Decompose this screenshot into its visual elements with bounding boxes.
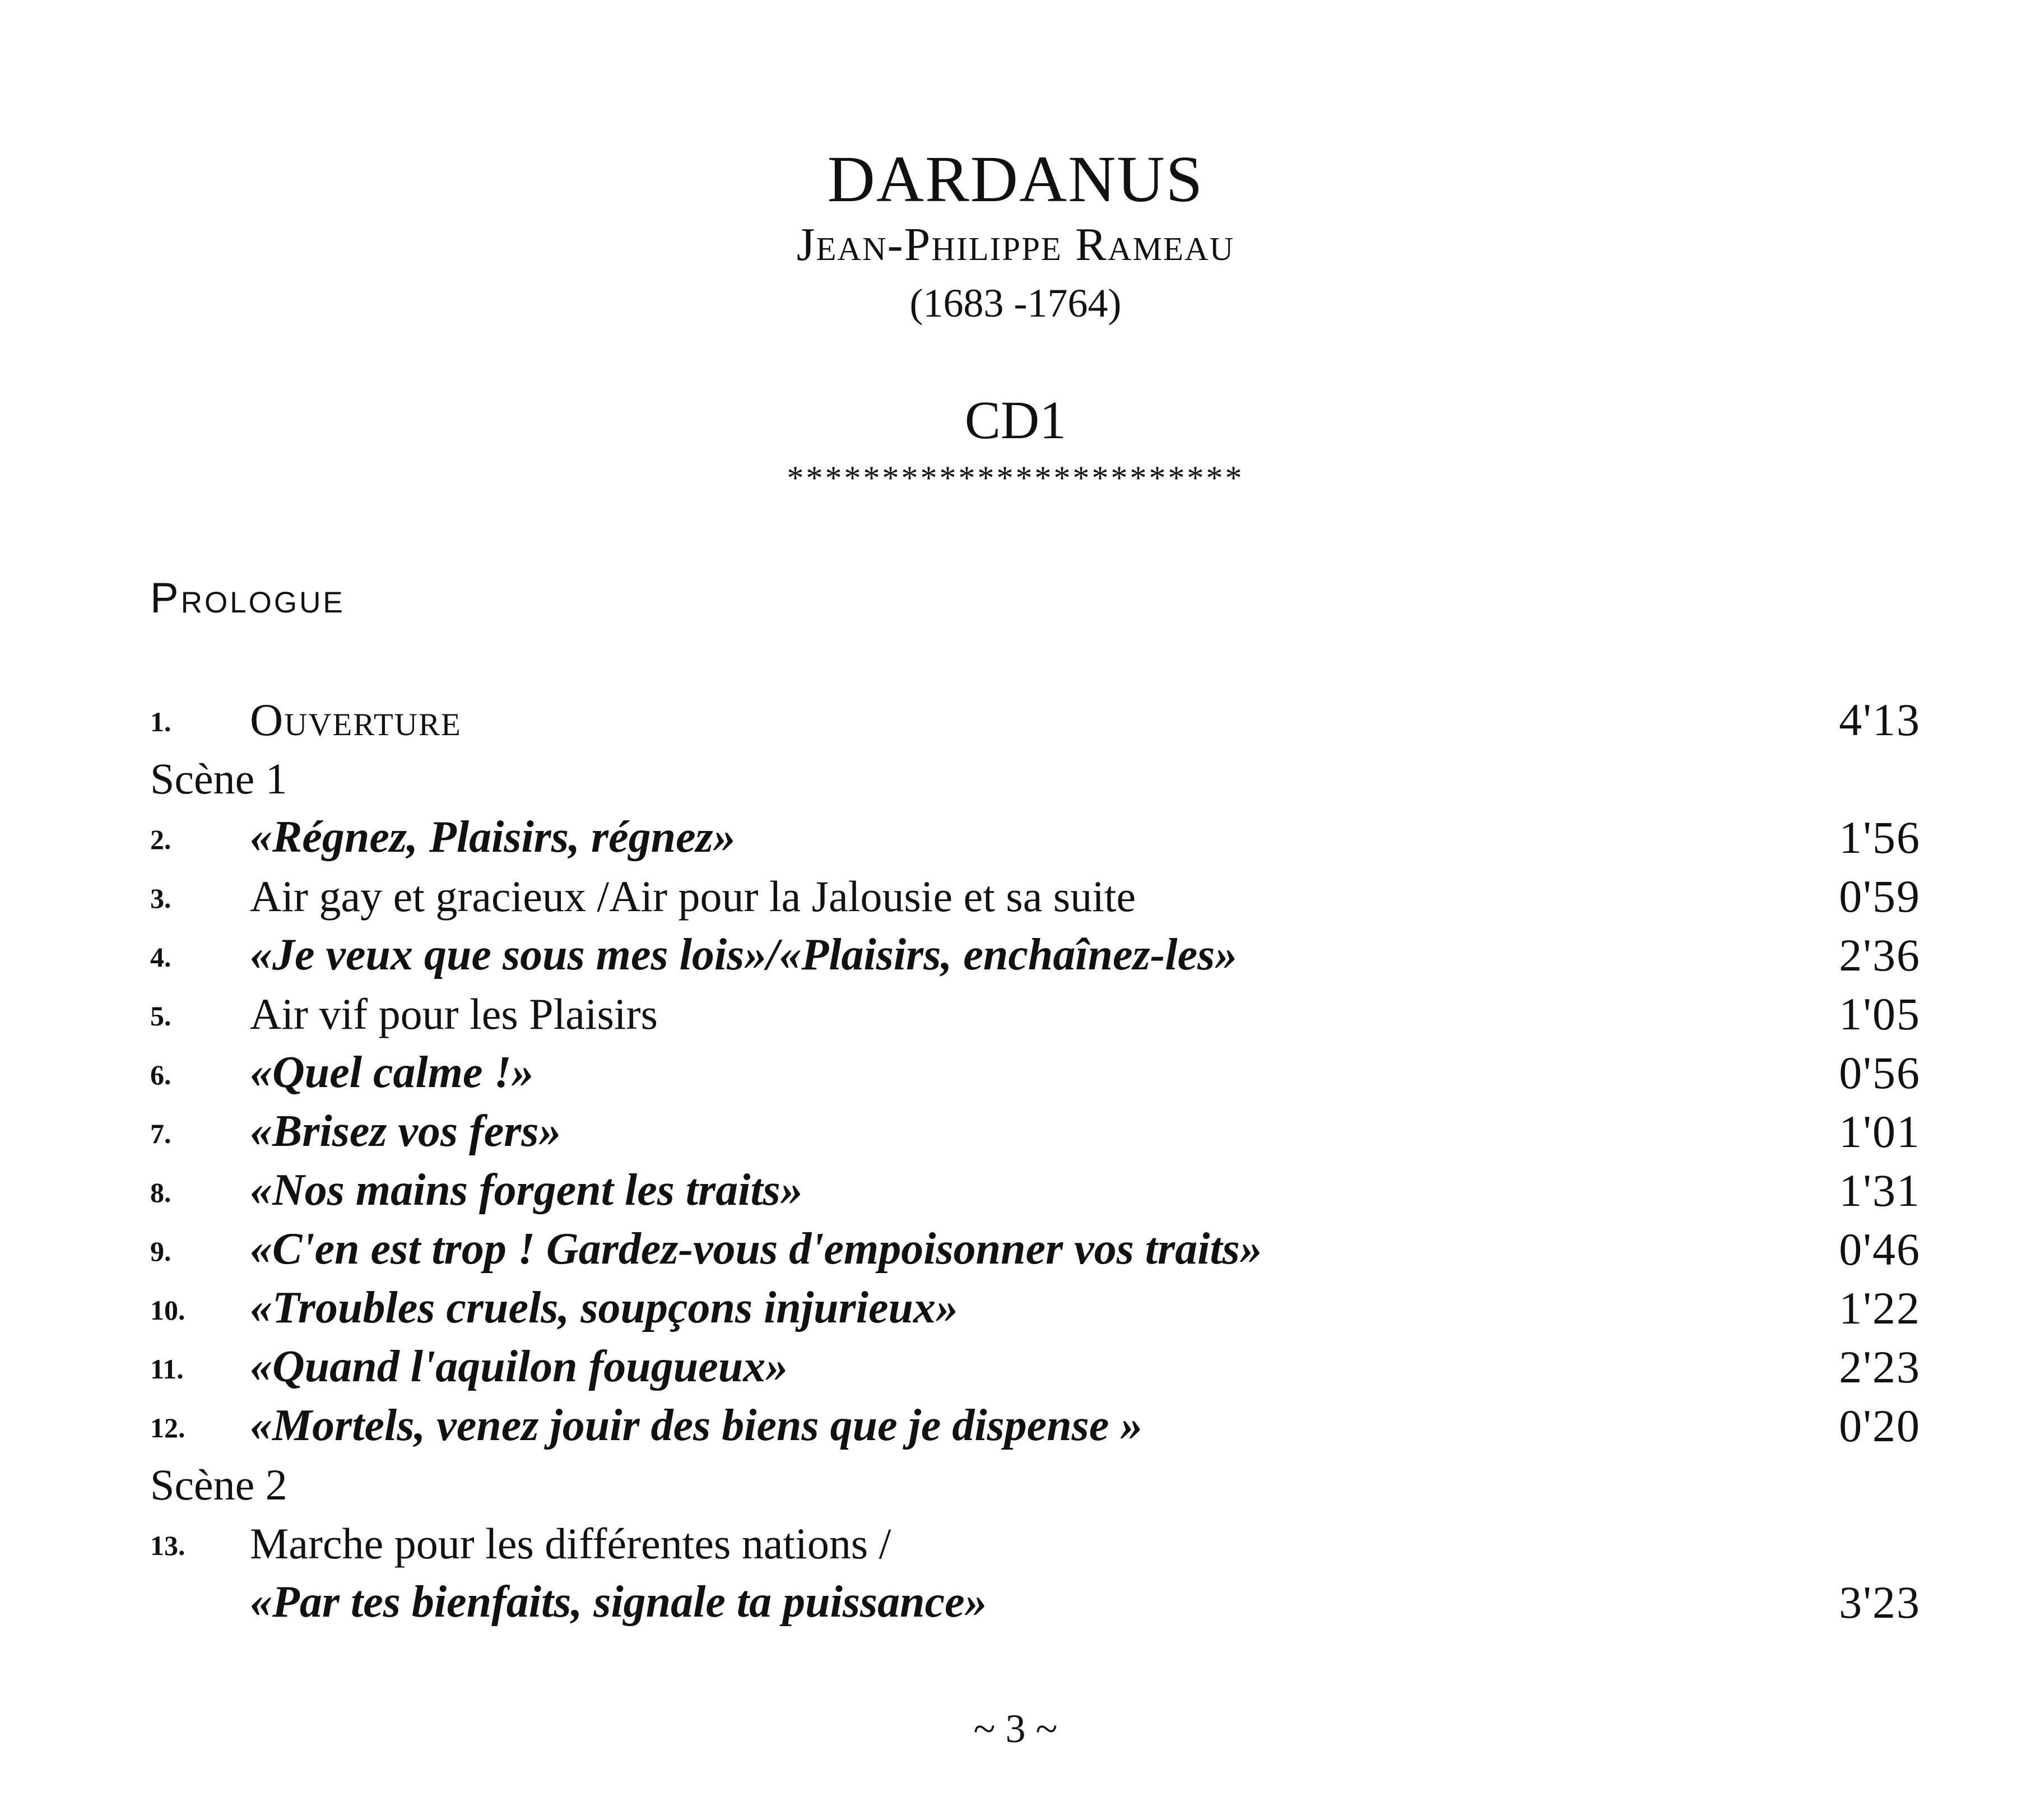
track-number: 7. <box>150 1118 171 1149</box>
track-row <box>150 926 1921 985</box>
track-row <box>150 985 1921 1043</box>
header <box>0 143 2031 331</box>
opera-title: DARDANUS <box>827 142 1204 216</box>
track-row <box>150 1102 1921 1161</box>
track-row <box>150 867 1921 926</box>
track-duration: 1'31 <box>1839 1165 1921 1216</box>
scene-label: Scène 1 <box>150 754 287 803</box>
track-title: «Brisez vos fers» <box>250 1107 561 1156</box>
track-duration: 2'23 <box>1839 1341 1921 1392</box>
cd-label: CD1 <box>964 390 1067 450</box>
track-title: Marche pour les différentes nations / <box>250 1519 891 1568</box>
track-number: 3. <box>150 883 171 914</box>
scene-heading <box>150 749 1921 808</box>
track-duration: 0'59 <box>1839 871 1921 922</box>
star-separator: ************************ <box>787 459 1244 496</box>
composer-name: Jean-Philippe Rameau <box>796 219 1235 271</box>
track-number: 11. <box>150 1353 184 1385</box>
track-number: 8. <box>150 1177 171 1208</box>
track-duration: 0'56 <box>1839 1047 1921 1098</box>
track-number: 10. <box>150 1294 185 1326</box>
track-number: 13. <box>150 1530 185 1561</box>
track-title-line2: «Par tes bienfaits, signale ta puissance» <box>250 1577 987 1627</box>
track-row <box>150 1396 1921 1455</box>
track-title: «Régnez, Plaisirs, régnez» <box>250 812 736 862</box>
track-title: «Nos mains forgent les traits» <box>250 1166 803 1215</box>
track-title: «Je veux que sous mes lois»/«Plaisirs, enchaînez-les» <box>250 930 1238 979</box>
track-title: Air gay et gracieux /Air pour la Jalousie et sa suite <box>250 872 1136 921</box>
track-row <box>150 690 1921 749</box>
track-row <box>150 1161 1921 1220</box>
track-number: 6. <box>150 1059 171 1090</box>
track-title: Air vif pour les Plaisirs <box>250 990 658 1038</box>
track-row <box>150 1514 1921 1573</box>
track-row <box>150 1043 1921 1102</box>
track-number: 9. <box>150 1236 171 1267</box>
track-number: 12. <box>150 1412 185 1443</box>
track-duration: 1'05 <box>1839 988 1921 1039</box>
track-title: «Quel calme !» <box>250 1048 534 1097</box>
track-title: «Troubles cruels, soupçons injurieux» <box>250 1283 958 1332</box>
track-number: 1. <box>150 706 171 737</box>
track-row <box>150 1220 1921 1279</box>
scene-heading <box>150 1455 1921 1514</box>
section-title: Prologue <box>150 574 345 622</box>
track-list <box>150 690 1921 1632</box>
track-duration: 0'46 <box>1839 1224 1921 1275</box>
track-row <box>150 1338 1921 1396</box>
track-title: «Quand l'aquilon fougueux» <box>250 1342 788 1391</box>
page-number: ~ 3 ~ <box>973 1706 1058 1751</box>
track-number: 2. <box>150 824 171 855</box>
track-title: «Mortels, venez jouir des biens que je dispense » <box>250 1401 1143 1450</box>
track-title: «C'en est trop ! Gardez-vous d'empoisonner vos traits» <box>250 1224 1262 1274</box>
track-duration: 3'23 <box>1839 1577 1921 1628</box>
track-duration: 1'56 <box>1839 812 1921 863</box>
track-row-continuation <box>150 1573 1921 1632</box>
track-row <box>150 808 1921 867</box>
track-duration: 1'22 <box>1839 1283 1921 1334</box>
track-duration: 4'13 <box>1839 694 1921 745</box>
track-duration: 1'01 <box>1839 1106 1921 1157</box>
track-duration: 0'20 <box>1839 1400 1921 1451</box>
track-title: Ouverture <box>250 694 462 745</box>
composer-dates: (1683 -1764) <box>909 281 1122 326</box>
track-number: 4. <box>150 941 171 973</box>
track-duration: 2'36 <box>1839 930 1921 981</box>
track-row <box>150 1279 1921 1338</box>
track-number: 5. <box>150 1000 171 1032</box>
scene-label: Scène 2 <box>150 1460 287 1509</box>
